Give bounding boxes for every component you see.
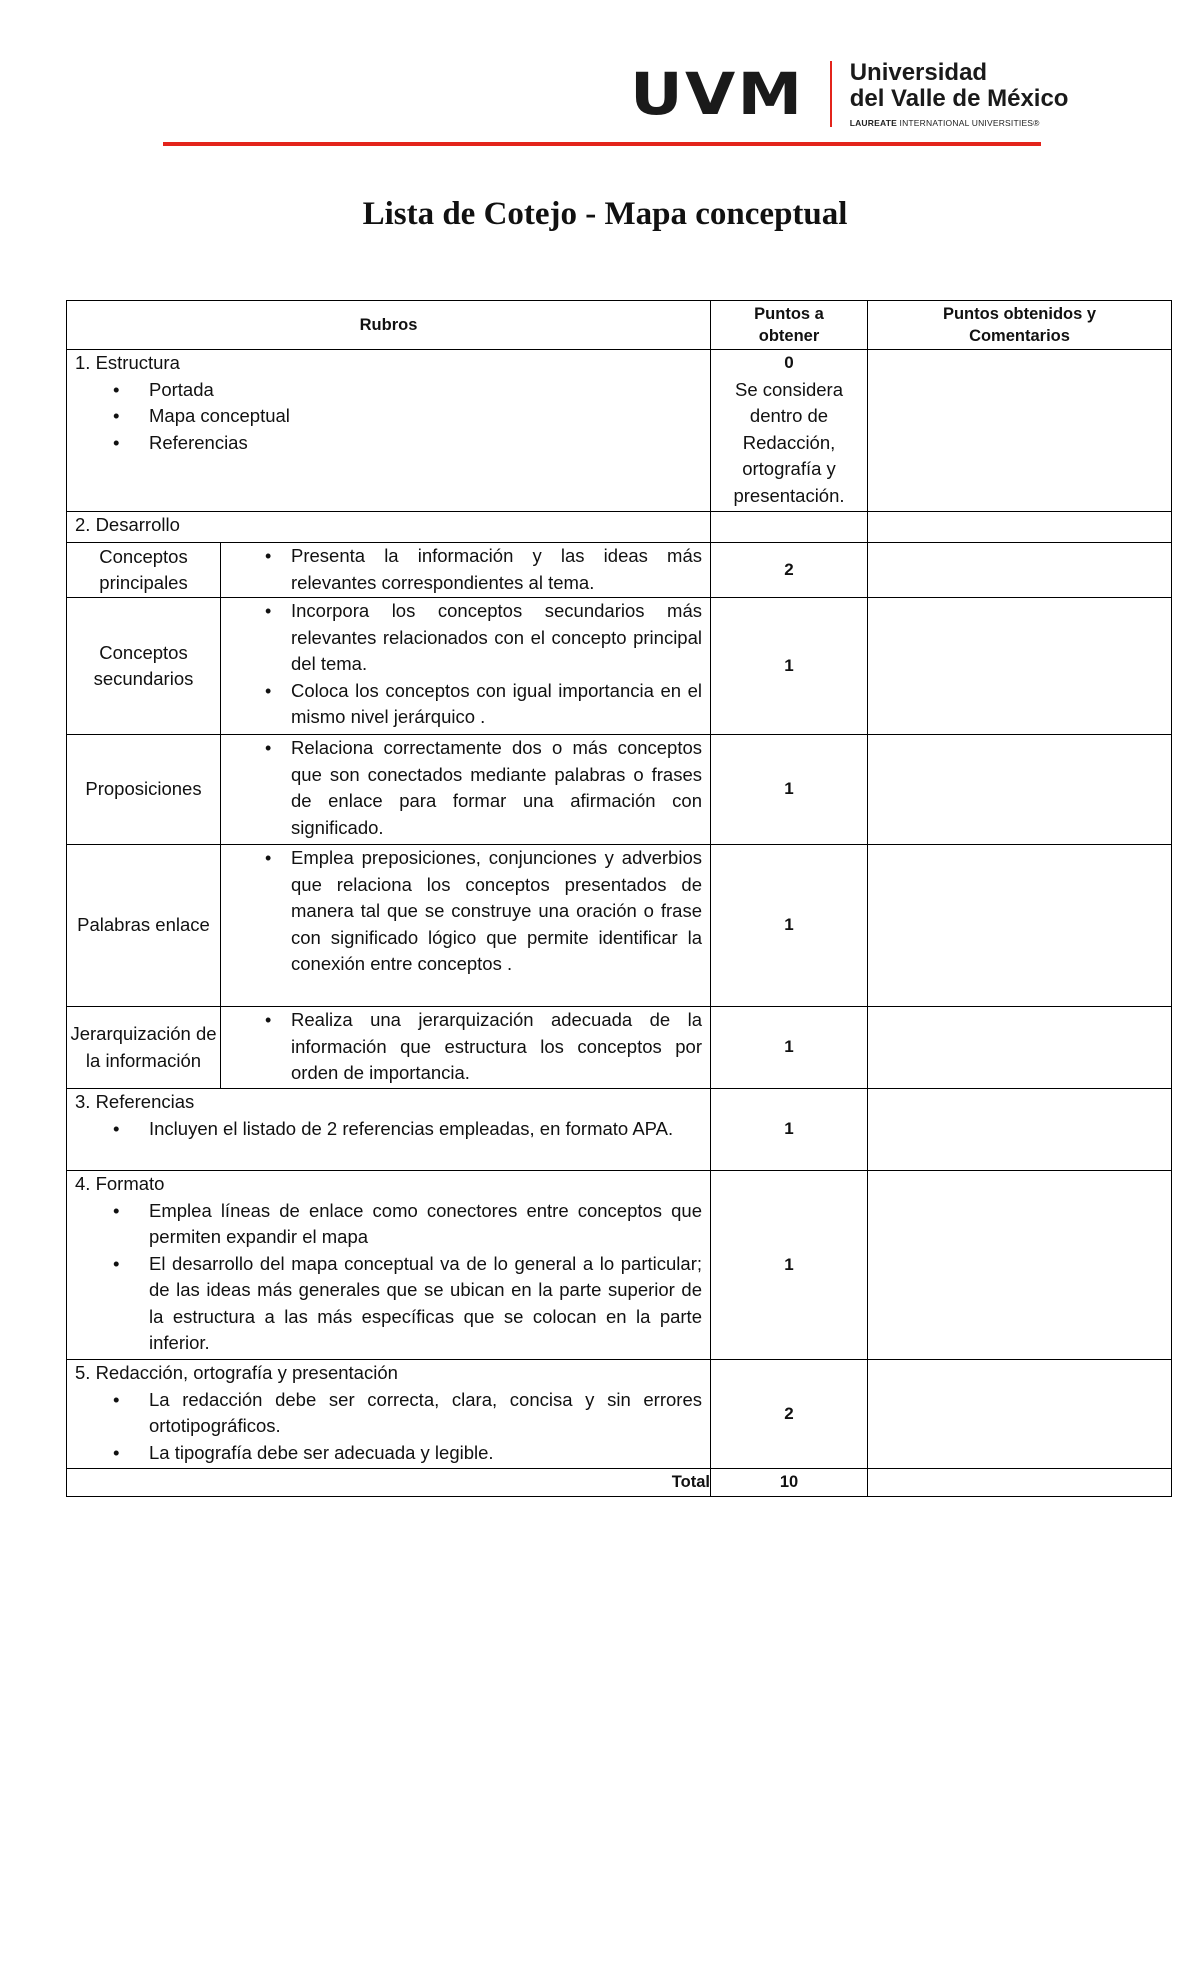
table-row [67, 512, 1172, 543]
logo-network-brand: LAUREATE [849, 118, 897, 128]
list-item: • La tipografía debe ser adecuada y legible. [67, 1440, 710, 1467]
obtained-cell [868, 1007, 1172, 1089]
header-obtenidos-line1: Puntos obtenidos y [942, 305, 1097, 323]
list-item: • Relaciona correctamente dos o más conceptos que son conectados mediante palabras o frases de enlace para formar una afirmación con significado. [221, 735, 710, 841]
obtained-cell [868, 1171, 1172, 1360]
section-title-desarrollo: 2. Desarrollo [75, 514, 180, 535]
criterion-description [221, 845, 711, 1007]
criterion-description [221, 1007, 711, 1089]
points-value: 1 [711, 735, 868, 845]
header-obtenidos-line2: Comentarios [969, 327, 1070, 345]
points-value: 1 [711, 845, 868, 1007]
points-value: 1 [711, 1007, 868, 1089]
points-note-line: ortografía y [742, 458, 836, 479]
list-item: • Presenta la información y las ideas más relevantes correspondientes al tema. [221, 543, 710, 596]
logo-separator [830, 61, 832, 127]
table-row [67, 1089, 1172, 1171]
criterion-label: Palabras enlace [67, 845, 221, 1007]
points-note-line: Se considera [735, 378, 843, 400]
rubric-table [66, 300, 1172, 1497]
list-item: • La redacción debe ser correcta, clara, concisa y sin errores ortotipográficos. [67, 1387, 710, 1440]
logo-network-rest: INTERNATIONAL UNIVERSITIES® [896, 118, 1040, 128]
obtained-cell [868, 1360, 1172, 1469]
referencias-cell [67, 1089, 711, 1171]
obtained-cell [868, 735, 1172, 845]
desarrollo-title-cell [67, 512, 711, 543]
table-row [67, 1007, 1172, 1089]
list-item: • El desarrollo del mapa conceptual va de lo general a lo particular; de las ideas más generales que se ubican en la parte superior de la estructura a las más específicas que se colocan en la parte inferior. [67, 1251, 710, 1357]
header-rubros: Rubros [67, 301, 711, 350]
obtained-cell [868, 543, 1172, 598]
redaccion-cell [67, 1360, 711, 1469]
list-item: • Mapa conceptual [67, 403, 710, 430]
obtained-cell [868, 1469, 1172, 1497]
table-row [67, 1360, 1172, 1469]
points-value: 2 [711, 1360, 868, 1469]
points-cell [711, 512, 868, 543]
obtained-cell [868, 512, 1172, 543]
criterion-label: Jerarquización de la información [67, 1007, 221, 1089]
formato-list [67, 1198, 710, 1357]
uvm-logo [630, 58, 1068, 130]
logo-mark: UVM [630, 60, 805, 128]
criterion-list [221, 735, 710, 841]
points-value: 1 [711, 598, 868, 735]
redaccion-list [67, 1387, 710, 1467]
criterion-list [221, 598, 710, 731]
table-row [67, 845, 1172, 1007]
table-row [67, 598, 1172, 735]
obtained-cell [868, 1089, 1172, 1171]
criterion-description [221, 735, 711, 845]
points-note-line: Redacción, [742, 431, 836, 453]
points-value: 2 [711, 543, 868, 598]
header-obtenidos [868, 301, 1172, 350]
criterion-label: Conceptos principales [67, 543, 221, 598]
table-row [67, 543, 1172, 598]
points-value: 1 [711, 1089, 868, 1171]
header-puntos-line1: Puntos a [754, 305, 824, 323]
list-item: • Incluyen el listado de 2 referencias empleadas, en formato APA. [67, 1116, 710, 1143]
total-label: Total [67, 1469, 711, 1497]
list-item: • Realiza una jerarquización adecuada de la información que estructura los conceptos por orden de importancia. [221, 1007, 710, 1087]
estructura-points [711, 350, 868, 512]
header-puntos [711, 301, 868, 350]
list-item: • Emplea preposiciones, conjunciones y adverbios que relaciona los conceptos presentados de manera tal que se construye una oración o frase con significado lógico que permite identificar la conexión entre conceptos . [221, 845, 710, 978]
estructura-cell [67, 350, 711, 512]
list-item: • Referencias [67, 430, 710, 457]
criterion-list [221, 845, 710, 978]
section-title-redaccion: 5. Redacción, ortografía y presentación [75, 1362, 398, 1383]
points-note-line: dentro de [749, 405, 829, 426]
points-value: 0 [784, 353, 794, 372]
obtained-cell [868, 598, 1172, 735]
referencias-list [67, 1116, 710, 1143]
estructura-list [67, 377, 710, 457]
logo-network [850, 118, 1069, 128]
table-header-row [67, 301, 1172, 350]
points-value: 1 [711, 1171, 868, 1360]
header-puntos-line2: obtener [758, 327, 820, 345]
list-item: • Coloca los conceptos con igual importancia en el mismo nivel jerárquico . [221, 678, 710, 731]
logo-text [850, 60, 1069, 128]
criterion-description [221, 598, 711, 735]
section-title-estructura: 1. Estructura [75, 352, 180, 373]
table-row [67, 350, 1172, 512]
page-title: Lista de Cotejo - Mapa conceptual [362, 196, 848, 232]
criterion-description [221, 543, 711, 598]
obtained-cell [868, 350, 1172, 512]
total-row [67, 1469, 1172, 1497]
obtained-cell [868, 845, 1172, 1007]
criterion-label: Proposiciones [67, 735, 221, 845]
logo-university-name: del Valle de México [849, 85, 1069, 112]
list-item: • Portada [67, 377, 710, 404]
list-item: • Emplea líneas de enlace como conectores entre conceptos que permiten expandir el mapa [67, 1198, 710, 1251]
criterion-label: Conceptos secundarios [67, 598, 221, 735]
criterion-list [221, 543, 710, 596]
section-title-referencias: 3. Referencias [75, 1091, 195, 1112]
logo-university: Universidad [849, 59, 988, 86]
header-rule [163, 142, 1041, 146]
table-row [67, 735, 1172, 845]
table-row [67, 1171, 1172, 1360]
section-title-formato: 4. Formato [75, 1173, 165, 1194]
list-item: • Incorpora los conceptos secundarios más relevantes relacionados con el concepto principal del tema. [221, 598, 710, 678]
total-value: 10 [711, 1469, 868, 1497]
points-note-line: presentación. [733, 484, 845, 506]
formato-cell [67, 1171, 711, 1360]
criterion-list [221, 1007, 710, 1087]
